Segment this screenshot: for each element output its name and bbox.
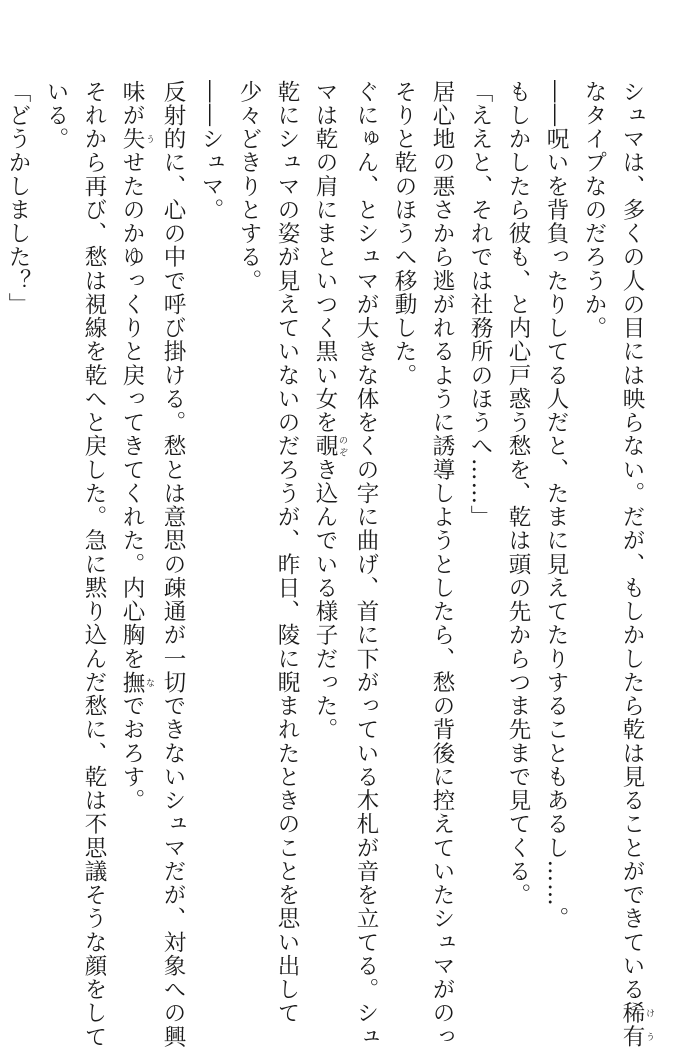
- text-segment: 味が: [119, 80, 145, 128]
- text-line: 反射的に、心の中で呼び掛ける。愁とは意思の疎通が一切できないシュマだが、対象への興: [160, 80, 186, 1049]
- text-segment: でおろす。: [119, 694, 145, 813]
- text-line: なタイプなのだろうか。: [581, 80, 607, 340]
- text-line: 乾にシュマの姿が見えていないのだろうが、昨日、陵に睨まれたときのことを思い出して: [274, 80, 300, 1025]
- text-line: 少々どきりとする。: [236, 80, 262, 293]
- text-line: もしかしたら彼も、と内心戸惑う愁を、乾は頭の先からつま先まで見てくる。: [505, 80, 531, 907]
- ruby-word: 失 う: [119, 127, 154, 151]
- ruby-reading: な: [144, 670, 154, 695]
- text-line: ――呪いを背負ったりしてる人だと、たまに見えてたりすることもあるし……。: [543, 80, 569, 931]
- text-line: 「ええと、それでは社務所のほうへ……」: [467, 80, 493, 529]
- vertical-text-body: [5, 80, 654, 1049]
- ruby-reading: けう: [644, 1001, 654, 1049]
- text-line: [306, 80, 347, 960]
- text-line: [613, 80, 654, 1049]
- text-line: そりと乾のほうへ移動した。: [391, 80, 417, 388]
- text-line: [113, 80, 154, 960]
- text-segment: き込んでいる様子だった。: [312, 458, 338, 742]
- text-segment: シュマは、多くの人の目には映らない。だが、もしかしたら乾は見ることができている: [619, 80, 645, 1002]
- ruby-word: 稀有 けう: [619, 1001, 654, 1049]
- ruby-reading: のぞ: [337, 434, 347, 458]
- ruby-word: 撫 な: [119, 670, 154, 695]
- text-line: 居心地の悪さから逃がれるように誘導しようとしたら、愁の背後に控えていたシュマがのっ: [429, 80, 455, 1049]
- text-line: ぐにゅん、とシュマが大きな体をくの字に曲げ、首に下がっている木札が音を立てる。シュ: [353, 80, 379, 1049]
- text-line: いる。: [43, 80, 69, 151]
- text-segment: せたのかゆっくりと戻ってきてくれた。内心胸を: [119, 150, 145, 671]
- text-line: 「どうかしました？」: [5, 80, 31, 317]
- text-line: ――シュマ。: [198, 80, 224, 222]
- ruby-word: 覗 のぞ: [312, 434, 347, 458]
- ruby-reading: う: [144, 127, 154, 151]
- text-segment: マは乾の肩にまといつく黒い女を: [312, 80, 338, 435]
- text-line: それから再び、愁は視線を乾へと戻した。急に黙り込んだ愁に、乾は不思議そうな顔をして: [81, 80, 107, 1049]
